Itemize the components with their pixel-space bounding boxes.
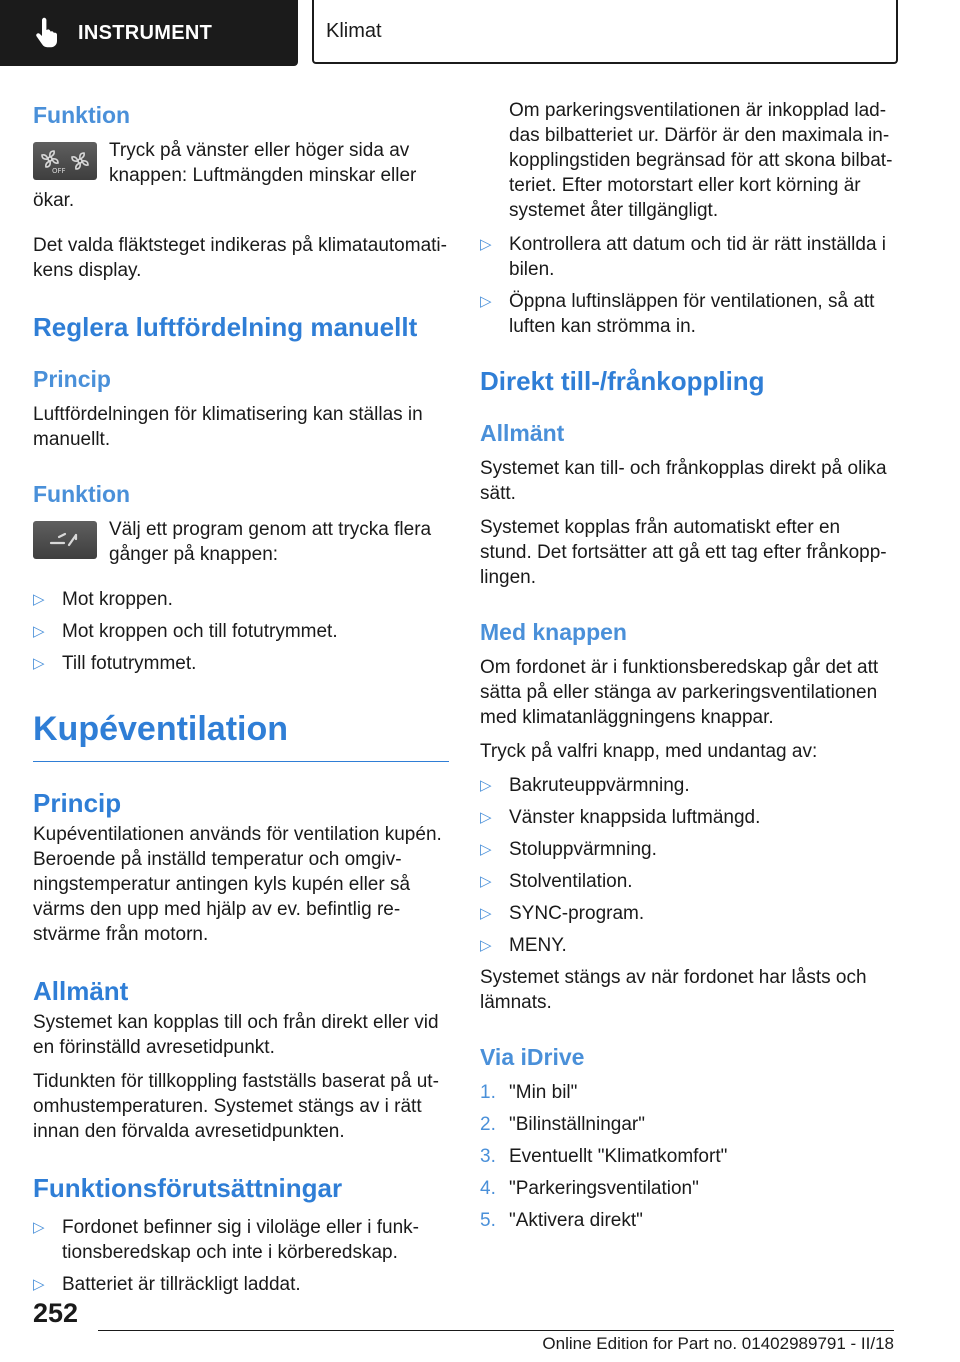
list-item: 2. "Bilinställningar" [480, 1114, 645, 1135]
allmant-text-2: Tidunkten för tillkoppling fastställs baserat på utomhustemperaturen. Systemet stängs av i rätt innan den förvalda avresetidpunkten. [33, 1071, 439, 1142]
list-item: 4. "Parkeringsventilation" [480, 1178, 699, 1199]
list-item: ▷ Fordonet befinner sig i viloläge eller i funktionsberedskap och inte i körberedskap. [33, 1217, 419, 1263]
exception-list [480, 773, 896, 958]
preparation-list [480, 232, 896, 339]
page-header [0, 0, 960, 66]
princip-2-heading: Princip [33, 788, 122, 818]
list-item: ▷ Mot kroppen och till fotutrymmet. [33, 621, 338, 642]
idrive-heading: Via iDrive [480, 1044, 585, 1070]
right-column [480, 98, 896, 1240]
list-item: ▷ Vänster knappsida luftmängd. [480, 807, 761, 828]
with-button-heading: Med knappen [480, 619, 627, 645]
triangle-marker-icon: ▷ [480, 809, 492, 826]
fan-off-button-icon [33, 142, 97, 180]
list-item: ▷ Stolventilation. [480, 871, 633, 892]
list-item: 3. Eventuellt "Klimatkomfort" [480, 1146, 728, 1167]
triangle-marker-icon: ▷ [480, 905, 492, 922]
allmant-heading: Allmänt [33, 976, 129, 1006]
triangle-marker-icon: ▷ [480, 841, 492, 858]
chapter-title: INSTRUMENT [78, 21, 213, 44]
triangle-marker-icon: ▷ [33, 655, 45, 672]
air-distribution-button-icon [33, 521, 97, 559]
list-item: ▷ Stoluppvärmning. [480, 839, 657, 860]
with-button-text-1: Om fordonet är i funktionsberedskap går det att sätta på eller stänga av parkeringsventilationen med klimatanläggningens knappar. [480, 657, 879, 728]
list-item: ▷ Mot kroppen. [33, 589, 173, 610]
distribution-list [33, 587, 449, 676]
list-item: 5. "Aktivera direkt" [480, 1210, 643, 1231]
triangle-marker-icon: ▷ [480, 873, 492, 890]
with-button-text-2: Tryck på valfri knapp, med undantag av: [480, 741, 818, 762]
list-item: ▷ Bakruteuppvärmning. [480, 775, 690, 796]
triangle-marker-icon: ▷ [480, 937, 492, 954]
battery-note: Om parkeringsventilationen är inkopplad laddas bilbatteriet ur. Därför är den maximala inkopplingstiden begränsad för att skona bilbatteriet. Efter motorstart eller kort körning är systemet åter tillgängligt. [509, 100, 893, 221]
fan-display-text: Det valda fläktsteget indikeras på klimatautomatikens display. [33, 235, 447, 281]
princip-text: Luftfördelningen för klimatisering kan ställas in manuellt. [33, 404, 423, 450]
pointing-hand-icon [30, 16, 64, 50]
kupe-heading: Kupéventilation [33, 707, 449, 762]
funktion-2-heading: Funktion [33, 481, 131, 507]
section-tab [312, 0, 898, 64]
list-item: ▷ Till fotutrymmet. [33, 653, 197, 674]
princip-2-text: Kupéventilationen används för ventilation kupén. Beroende på inställd temperatur och omgivningstemperatur antingen kyls kupén eller så värms den upp med hjälp av ev. befintlig restvärme från motorn. [33, 824, 442, 945]
chapter-tab [0, 0, 298, 66]
list-item: ▷ MENY. [480, 935, 567, 956]
funktion-2-text: Välj ett program genom att trycka flera gånger på knappen: [109, 519, 432, 565]
triangle-marker-icon: ▷ [480, 236, 492, 253]
page-number: 252 [33, 1298, 79, 1328]
fan-instruction [33, 138, 449, 213]
with-button-text-3: Systemet stängs av när fordonet har låsts och lämnats. [480, 967, 867, 1013]
list-item: 1. "Min bil" [480, 1082, 578, 1103]
triangle-marker-icon: ▷ [33, 1276, 45, 1293]
list-item: ▷ Kontrollera att datum och tid är rätt inställda i bilen. [480, 234, 887, 280]
triangle-marker-icon: ▷ [480, 293, 492, 310]
manual-distribution-heading: Reglera luftfördelning manuellt [33, 312, 418, 342]
list-item: ▷ SYNC-program. [480, 903, 645, 924]
requirements-heading: Funktionsförutsättningar [33, 1173, 343, 1203]
distribution-instruction [33, 517, 449, 567]
triangle-marker-icon: ▷ [33, 623, 45, 640]
left-column [33, 100, 449, 1304]
allmant-text-1: Systemet kan kopplas till och från direkt eller vid en förinställd avresetidpunkt. [33, 1012, 439, 1058]
svg-text:OFF: OFF [52, 167, 66, 175]
requirements-list [33, 1215, 449, 1297]
triangle-marker-icon: ▷ [33, 591, 45, 608]
princip-heading: Princip [33, 366, 111, 392]
direct-switch-heading: Direkt till-/frånkoppling [480, 366, 765, 396]
allmant-2-heading: Allmänt [480, 420, 565, 446]
section-title: Klimat [326, 19, 382, 42]
triangle-marker-icon: ▷ [480, 777, 492, 794]
funktion-text: Tryck på vänster eller höger sida av knappen: Luftmängden minskar eller ökar. [33, 140, 417, 211]
idrive-steps [480, 1080, 896, 1233]
allmant-2-text-1: Systemet kan till- och frånkopplas direkt på olika sätt. [480, 458, 887, 504]
footer-divider [98, 1330, 894, 1331]
triangle-marker-icon: ▷ [33, 1219, 45, 1236]
list-item: ▷ Batteriet är tillräckligt laddat. [33, 1274, 301, 1295]
allmant-2-text-2: Systemet kopplas från automatiskt efter en stund. Det fortsätter att gå ett tag efter frånkopplingen. [480, 517, 887, 588]
edition-text: Online Edition for Part no. 01402989791 - II/18 [542, 1334, 894, 1353]
funktion-heading: Funktion [33, 102, 131, 128]
list-item: ▷ Öppna luftinsläppen för ventilationen, så att luften kan strömma in. [480, 291, 875, 337]
